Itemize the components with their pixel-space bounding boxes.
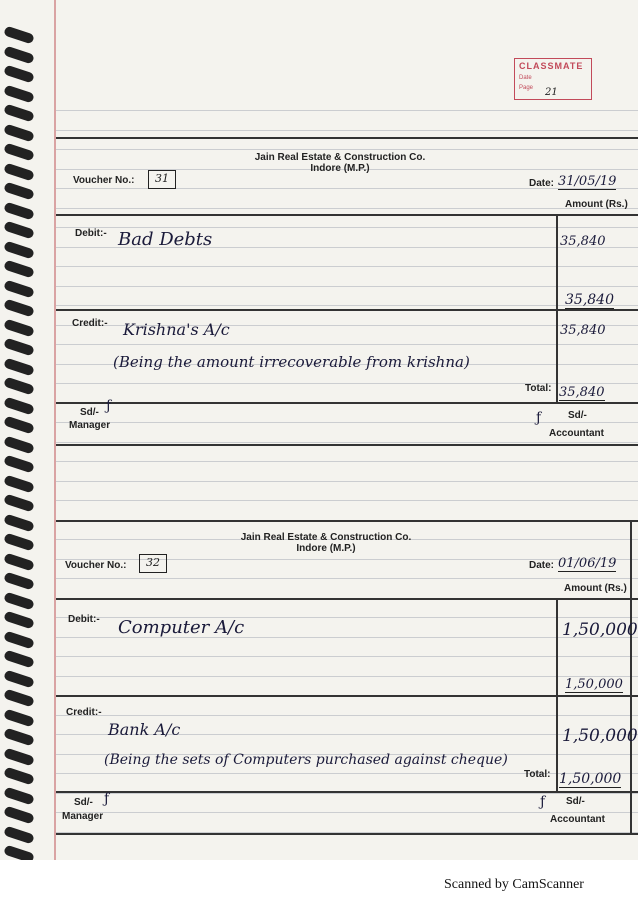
spiral-coil (3, 143, 35, 162)
company-name: Jain Real Estate & Construction Co. (240, 532, 412, 543)
spiral-coil (3, 533, 35, 552)
spiral-coil (3, 240, 35, 259)
ruled-line (56, 305, 638, 306)
accountant-signature: ƒ (536, 410, 542, 426)
stamp-page-label: Page (519, 85, 534, 91)
company-name: Jain Real Estate & Construction Co. (254, 152, 426, 163)
narration: (Being the amount irrecoverable from krishna) (113, 353, 470, 371)
accountant-label: Accountant (550, 814, 605, 825)
voucher-no-box: 31 (148, 170, 176, 189)
debit-subtotal: 1,50,000 (565, 677, 623, 692)
voucher-no-box: 32 (139, 554, 167, 573)
spiral-coil (3, 182, 35, 201)
spiral-coil (3, 669, 35, 688)
spiral-coil (3, 650, 35, 669)
manager-signature: ƒ (104, 791, 110, 807)
spiral-coil (3, 845, 35, 860)
ruled-line (56, 442, 638, 443)
spiral-coil (3, 338, 35, 357)
accountant-label: Accountant (549, 428, 604, 439)
spiral-coil (3, 747, 35, 766)
ruled-line (56, 227, 638, 228)
debit-account: Computer A/c (118, 617, 245, 638)
spiral-coil (3, 221, 35, 240)
ruled-line (56, 500, 638, 501)
ruled-line (56, 481, 638, 482)
amount-header: Amount (Rs.) (565, 199, 628, 210)
spiral-coil (3, 572, 35, 591)
ruled-line (56, 656, 638, 657)
debit-subtotal: 35,840 (565, 292, 614, 308)
ruled-line (56, 286, 638, 287)
credit-label: Credit:- (66, 707, 102, 718)
spiral-coil (3, 279, 35, 298)
spiral-coil (3, 806, 35, 825)
spiral-coil (3, 45, 35, 64)
company-city: Indore (M.P.) (296, 543, 356, 554)
ruled-line (56, 208, 638, 209)
total-label: Total: (524, 769, 551, 780)
debit-amount: 35,840 (560, 234, 606, 249)
credit-label: Credit:- (72, 318, 108, 329)
spiral-coil (3, 435, 35, 454)
credit-account: Krishna's A/c (123, 320, 230, 339)
total-amount: 1,50,000 (559, 771, 622, 787)
manager-label: Manager (62, 811, 104, 822)
credit-amount: 35,840 (560, 323, 606, 338)
stamp-date-label: Date (519, 75, 532, 81)
spiral-coil (3, 162, 35, 181)
credit-amount: 1,50,000 (562, 726, 638, 746)
spiral-coil (3, 104, 35, 123)
debit-amount: 1,50,000 (562, 620, 638, 640)
spiral-coil (3, 708, 35, 727)
spiral-coil (3, 260, 35, 279)
spiral-coil (3, 474, 35, 493)
ruled-line (56, 676, 638, 677)
manager-label: Manager (69, 420, 111, 431)
ruled-line (56, 773, 638, 774)
stamp-brand: CLASSMATE (519, 61, 584, 71)
spiral-binding (0, 0, 46, 860)
ruled-line (56, 110, 638, 111)
voucher-no-label: Voucher No.: (73, 175, 135, 186)
manager-signature: ƒ (106, 398, 112, 414)
spiral-coil (3, 689, 35, 708)
spiral-coil (3, 26, 35, 45)
voucher-date: 01/06/19 (558, 556, 617, 571)
date-label: Date: (529, 560, 555, 571)
narration: (Being the sets of Computers purchased against cheque) (104, 752, 508, 768)
date-label: Date: (529, 178, 555, 189)
spiral-coil (3, 357, 35, 376)
spiral-coil (3, 513, 35, 532)
debit-label: Debit:- (75, 228, 107, 239)
spiral-coil (3, 299, 35, 318)
spiral-coil (3, 65, 35, 84)
ruled-line (56, 149, 638, 150)
spiral-coil (3, 396, 35, 415)
spiral-coil (3, 494, 35, 513)
ruled-line (56, 812, 638, 813)
spiral-coil (3, 825, 35, 844)
manager-sd: Sd/- (80, 407, 99, 418)
total-amount: 35,840 (559, 385, 605, 400)
voucher-no-label: Voucher No.: (65, 560, 127, 571)
spiral-coil (3, 123, 35, 142)
debit-label: Debit:- (68, 614, 100, 625)
spiral-coil (3, 377, 35, 396)
spiral-coil (3, 201, 35, 220)
spiral-coil (3, 611, 35, 630)
spiral-coil (3, 552, 35, 571)
spiral-coil (3, 416, 35, 435)
spiral-coil (3, 455, 35, 474)
debit-account: Bad Debts (118, 229, 213, 250)
spiral-coil (3, 630, 35, 649)
voucher-date: 31/05/19 (558, 174, 617, 189)
accountant-sd: Sd/- (566, 796, 585, 807)
ruled-line (56, 130, 638, 131)
manager-sd: Sd/- (74, 797, 93, 808)
spiral-coil (3, 591, 35, 610)
credit-account: Bank A/c (108, 720, 181, 739)
company-city: Indore (M.P.) (310, 163, 370, 174)
spiral-coil (3, 728, 35, 747)
spiral-coil (3, 767, 35, 786)
ruled-line (56, 793, 638, 794)
accountant-sd: Sd/- (568, 410, 587, 421)
ruled-line (56, 578, 638, 579)
spiral-coil (3, 786, 35, 805)
accountant-signature: ƒ (540, 794, 546, 810)
stamp-page-number: 21 (545, 87, 558, 98)
ruled-line (56, 715, 638, 716)
scanner-watermark: Scanned by CamScanner (444, 877, 584, 892)
ruled-line (56, 344, 638, 345)
classmate-stamp (514, 58, 592, 100)
spiral-coil (3, 84, 35, 103)
total-label: Total: (525, 383, 552, 394)
ruled-line (56, 422, 638, 423)
ruled-line (56, 461, 638, 462)
ruled-line (56, 266, 638, 267)
spiral-coil (3, 318, 35, 337)
amount-header: Amount (Rs.) (564, 583, 627, 594)
